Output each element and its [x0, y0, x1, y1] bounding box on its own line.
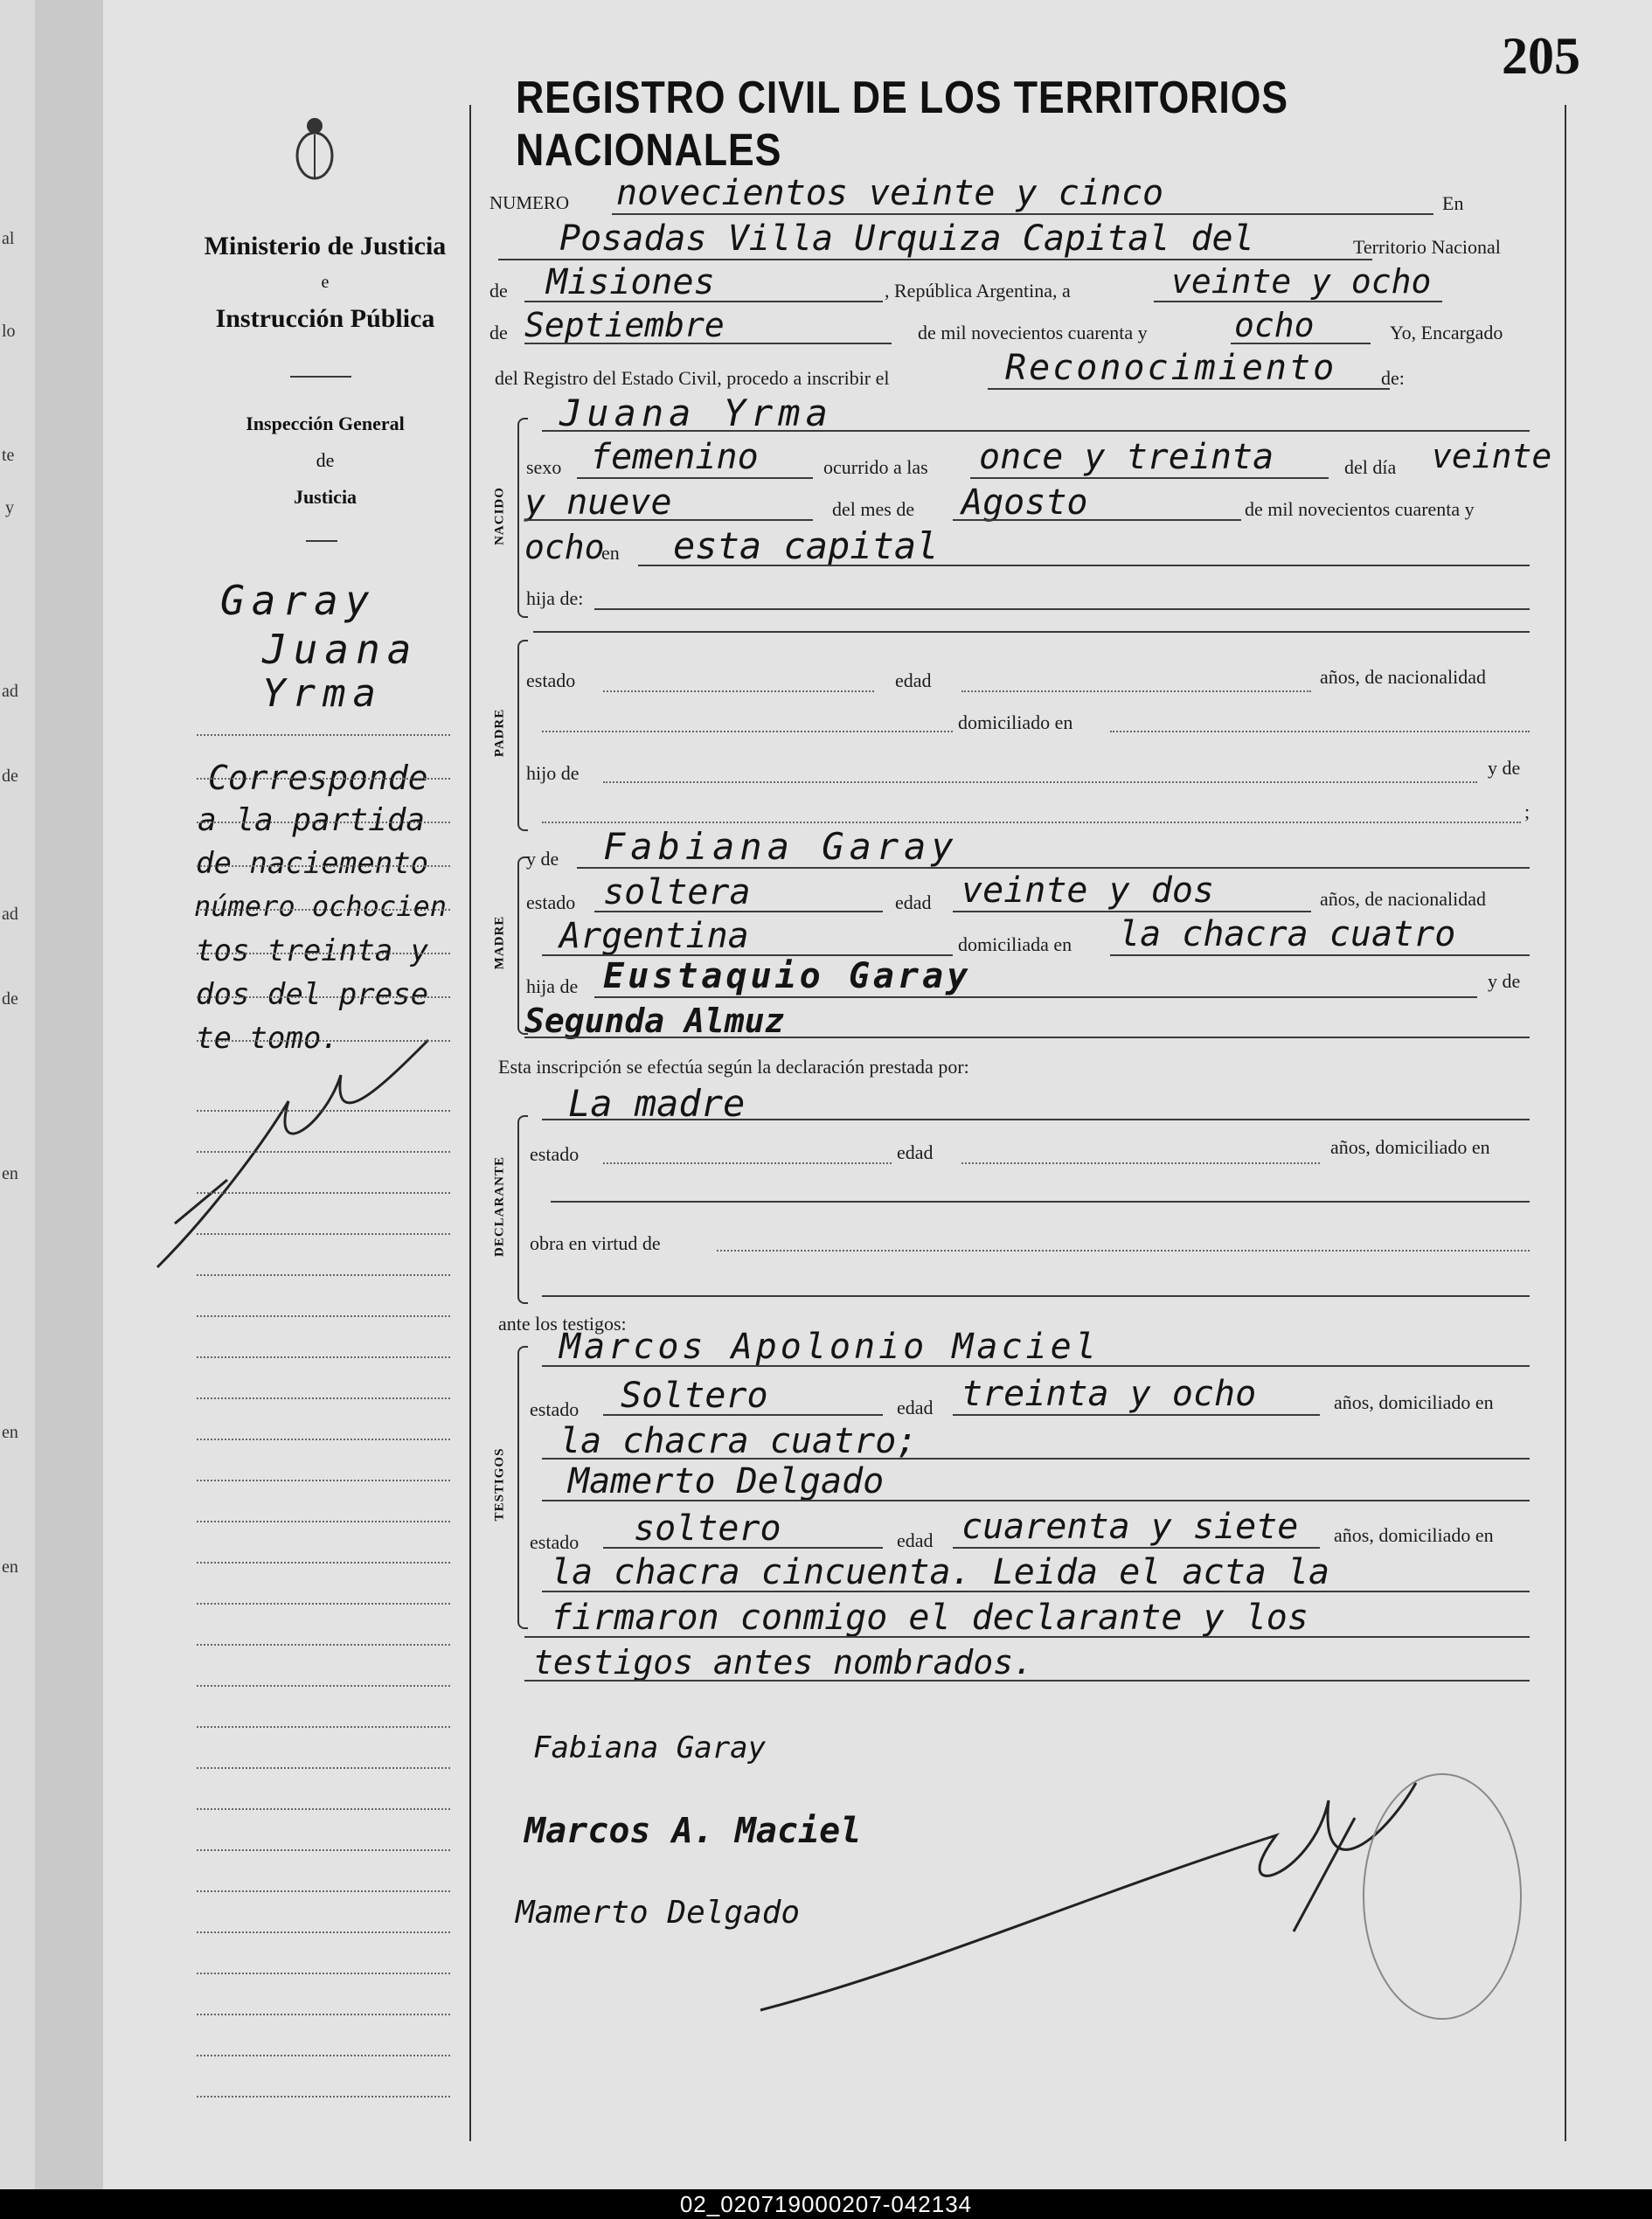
left-page-mark: en — [2, 1423, 18, 1442]
left-page-mark: de — [2, 989, 18, 1009]
fill-line — [533, 631, 1530, 633]
fill-line — [577, 867, 1530, 869]
fill-line — [603, 690, 874, 692]
margin-ruled-line — [197, 1480, 450, 1481]
margin-given-name-2: Yrma — [262, 671, 383, 716]
coat-of-arms-icon — [288, 114, 341, 192]
madre-y-de-label: y de — [526, 848, 559, 870]
fill-line — [542, 1591, 1530, 1592]
year-value: ocho — [1234, 306, 1315, 344]
fill-line — [1231, 343, 1371, 344]
fill-line — [542, 430, 1530, 432]
margin-ruled-line — [197, 996, 450, 998]
testigos-section-label: TESTIGOS — [492, 1447, 507, 1522]
declarante-edad-label: edad — [897, 1141, 934, 1163]
left-page-mark: en — [2, 1557, 18, 1577]
numero-value: novecientos veinte y cinco — [616, 173, 1164, 213]
margin-ruled-line — [197, 2055, 450, 2056]
margin-ruled-line — [197, 1890, 450, 1892]
fill-line — [542, 822, 1521, 823]
sexo-value: femenino — [590, 437, 759, 477]
padre-domiciliado-label: domiciliado en — [958, 711, 1073, 733]
fill-line — [612, 213, 1433, 215]
testigo-2-edad-value: cuarenta y siete — [961, 1507, 1299, 1547]
margin-ruled-line — [197, 1110, 450, 1112]
fill-line — [594, 996, 1477, 998]
nacido-section-label: NACIDO — [492, 487, 507, 545]
fill-line — [524, 519, 813, 521]
right-border — [1565, 105, 1566, 2141]
fill-line — [638, 565, 1530, 566]
fill-line — [551, 1201, 1530, 1203]
madre-hija-de-label: hija de — [526, 975, 579, 997]
margin-note-line: te tomo. — [196, 1021, 339, 1056]
de-label-2: de — [489, 322, 508, 343]
fill-line — [542, 1119, 1530, 1120]
testigo-1-domicilio: la chacra cuatro; — [559, 1421, 918, 1461]
fill-line — [717, 1250, 1530, 1252]
republica-label: , República Argentina, a — [885, 280, 1071, 302]
declarante-bracket — [517, 1115, 528, 1304]
inspection-line-3: Justicia — [293, 486, 357, 508]
testigo-1-anios-label: años, domiciliado en — [1334, 1391, 1494, 1413]
fill-line — [542, 1458, 1530, 1460]
padre-semicolon: ; — [1524, 801, 1531, 822]
registro-label: del Registro del Estado Civil, procedo a inscribir el — [495, 367, 890, 389]
fill-line — [1110, 731, 1530, 732]
fill-line — [953, 1547, 1320, 1549]
madre-madre-value: Segunda Almuz — [524, 1002, 785, 1040]
fill-line — [542, 731, 953, 732]
inspection-line-2: de — [316, 449, 335, 471]
madre-nacionalidad-value: Argentina — [559, 916, 749, 956]
fill-line — [953, 911, 1311, 912]
fill-line — [524, 301, 883, 302]
del-mes-label: del mes de — [832, 498, 915, 520]
declarante-section-label: DECLARANTE — [492, 1156, 507, 1258]
margin-ruled-line — [197, 1274, 450, 1276]
margin-ruled-line — [197, 1521, 450, 1522]
padre-anios-label: años, de nacionalidad — [1320, 666, 1486, 688]
testigo-2-name: Mamerto Delgado — [568, 1461, 885, 1501]
month-value: Septiembre — [524, 306, 725, 344]
margin-ruled-line — [197, 1233, 450, 1235]
left-page-mark: ad — [2, 682, 18, 701]
day-value: veinte y ocho — [1171, 262, 1432, 301]
margin-ruled-line — [197, 1040, 450, 1042]
margin-ruled-line — [197, 1767, 450, 1769]
testigo-2-edad-label: edad — [897, 1529, 934, 1551]
left-page-mark: de — [2, 766, 18, 786]
left-page-mark: y — [5, 498, 14, 517]
act-type: Reconocimiento — [1005, 348, 1337, 388]
declarante-name: La madre — [568, 1082, 746, 1125]
padre-y-de-label: y de — [1488, 757, 1521, 779]
official-signature-scribble — [752, 1765, 1538, 2028]
testigo-1-name: Marcos Apolonio Maciel — [559, 1327, 1100, 1367]
signature-madre: Fabiana Garay — [533, 1730, 767, 1765]
margin-ruled-line — [197, 1192, 450, 1194]
margin-ruled-line — [197, 1644, 450, 1646]
hija-de-label: hija de: — [526, 587, 584, 609]
left-page-mark: al — [2, 229, 15, 248]
lugar-value: esta capital — [673, 524, 939, 567]
fill-line — [603, 1414, 883, 1416]
fill-line — [1154, 301, 1442, 302]
margin-given-name-1: Juana — [262, 626, 419, 673]
declarante-intro: Esta inscripción se efectúa según la declaración prestada por: — [498, 1056, 969, 1078]
closing-line-1: la chacra cincuenta. Leida el acta la — [551, 1552, 1330, 1592]
sexo-label: sexo — [526, 456, 562, 478]
dia-value-1: veinte — [1432, 437, 1552, 475]
fill-line — [524, 343, 892, 344]
fill-line — [524, 1037, 1530, 1038]
fill-line — [594, 911, 883, 912]
year-label: de mil novecientos cuarenta y — [918, 322, 1148, 343]
testigo-1-edad-label: edad — [897, 1397, 934, 1418]
margin-ruled-line — [197, 1685, 450, 1687]
madre-section-label: MADRE — [492, 915, 507, 970]
margin-ruled-line — [197, 865, 450, 867]
margin-signature-scribble — [140, 1023, 489, 1285]
image-id-footer: 02_020719000207-042134 — [0, 2189, 1652, 2219]
fill-line — [542, 1500, 1530, 1501]
margin-surname: Garay — [220, 577, 377, 624]
left-page-mark: te — [2, 446, 15, 465]
margin-ruled-line — [197, 1808, 450, 1810]
ministry-line-1: Ministerio de Justicia — [204, 232, 447, 260]
fill-line — [524, 1680, 1530, 1682]
dia-value-2: y nueve — [524, 482, 672, 523]
ministry-conjunction: e — [321, 273, 330, 292]
testigo-2-estado-value: soltero — [634, 1508, 781, 1549]
margin-ruled-line — [197, 1849, 450, 1851]
fill-line — [953, 519, 1241, 521]
divider — [306, 540, 337, 542]
margin-ruled-line — [197, 953, 450, 954]
madre-y-de-2-label: y de — [1488, 970, 1521, 992]
testigo-1-estado-value: Soltero — [621, 1376, 768, 1416]
margin-ruled-line — [197, 1315, 450, 1317]
hora-value: once y treinta — [979, 437, 1274, 477]
fill-line — [961, 690, 1311, 692]
fill-line — [953, 1414, 1320, 1416]
padre-estado-label: estado — [526, 669, 576, 691]
fill-line — [961, 1162, 1320, 1164]
numero-label: NUMERO — [489, 192, 570, 213]
fill-line — [577, 477, 813, 479]
fill-line — [524, 1636, 1530, 1638]
divider — [290, 376, 351, 378]
left-page-mark: en — [2, 1164, 18, 1183]
testigos-intro: ante los testigos: — [498, 1313, 627, 1335]
margin-ruled-line — [197, 1973, 450, 1974]
del-dia-label: del día — [1344, 456, 1397, 478]
madre-estado-label: estado — [526, 891, 576, 913]
declarante-anios-label: años, domiciliado en — [1330, 1136, 1490, 1158]
margin-ruled-line — [197, 822, 450, 823]
testigo-2-estado-label: estado — [530, 1531, 580, 1553]
nacido-name: Juana Yrma — [559, 392, 833, 434]
de-label: de — [489, 280, 508, 302]
margin-note-line: número ochocien — [194, 890, 447, 923]
fill-line — [542, 1295, 1530, 1297]
testigo-2-anios-label: años, domiciliado en — [1334, 1524, 1494, 1546]
madre-domicilio-value: la chacra cuatro — [1119, 914, 1456, 954]
fill-line — [970, 477, 1329, 479]
madre-padre-value: Eustaquio Garay — [603, 956, 972, 996]
margin-note-line: dos del prese — [196, 977, 429, 1012]
margin-note-line: Corresponde — [208, 759, 428, 797]
fill-line — [542, 1365, 1530, 1367]
margin-ruled-line — [197, 1439, 450, 1440]
margin-ruled-line — [197, 1562, 450, 1564]
signature-testigo-1: Marcos A. Maciel — [524, 1811, 862, 1851]
padre-section-label: PADRE — [492, 708, 507, 758]
declarante-obra-label: obra en virtud de — [530, 1232, 661, 1254]
place-value: Posadas Villa Urquiza Capital del — [559, 218, 1254, 259]
document-title: REGISTRO CIVIL DE LOS TERRITORIOS NACIONALES — [516, 73, 1288, 176]
margin-ruled-line — [197, 1151, 450, 1153]
left-page-mark: lo — [2, 322, 16, 341]
margin-ruled-line — [197, 1931, 450, 1933]
fill-line — [1110, 954, 1530, 956]
madre-edad-value: veinte y dos — [961, 870, 1214, 911]
margin-ruled-line — [197, 1397, 450, 1399]
fill-line — [603, 1162, 892, 1164]
ocurrido-label: ocurrido a las — [823, 456, 928, 478]
madre-estado-value: soltera — [603, 872, 751, 912]
closing-line-3: testigos antes nombrados. — [533, 1643, 1033, 1682]
madre-name: Fabiana Garay — [603, 825, 959, 868]
padre-hijo-de-label: hijo de — [526, 762, 580, 784]
declarante-estado-label: estado — [530, 1143, 580, 1165]
margin-note-line: de naciemento — [196, 846, 429, 881]
territorio-label: Territorio Nacional — [1353, 236, 1501, 258]
fill-line — [603, 1547, 883, 1549]
margin-ruled-line — [197, 1603, 450, 1605]
anio-value: ocho — [524, 528, 605, 566]
en-label: En — [1442, 192, 1464, 214]
fill-line — [594, 608, 1530, 610]
left-page-mark: ad — [2, 905, 18, 924]
margin-note-line: a la partida — [198, 802, 426, 838]
testigo-1-estado-label: estado — [530, 1398, 580, 1420]
margin-ruled-line — [197, 1726, 450, 1728]
signature-testigo-2: Mamerto Delgado — [516, 1895, 801, 1931]
anio-label: de mil novecientos cuarenta y — [1245, 498, 1475, 520]
inspection-line-1: Inspección General — [246, 413, 405, 434]
margin-ruled-line — [197, 734, 450, 736]
margin-note-line: tos treinta y — [196, 933, 429, 968]
padre-edad-label: edad — [895, 669, 932, 691]
madre-edad-label: edad — [895, 891, 932, 913]
margin-ruled-line — [197, 909, 450, 911]
padre-bracket — [517, 640, 528, 831]
fill-line — [988, 388, 1390, 390]
page-number: 205 — [1502, 27, 1580, 85]
madre-domiciliada-label: domiciliada en — [958, 933, 1072, 955]
fill-line — [603, 781, 1477, 783]
ministry-line-2: Instrucción Pública — [215, 304, 435, 333]
margin-ruled-line — [197, 2014, 450, 2015]
fill-line — [498, 259, 1372, 260]
testigos-bracket — [517, 1346, 528, 1629]
margin-ruled-line — [197, 1356, 450, 1358]
margin-ruled-line — [197, 778, 450, 780]
en-lugar-label: en — [601, 542, 620, 564]
testigo-1-edad-value: treinta y ocho — [961, 1374, 1257, 1414]
territory-value: Misiones — [546, 262, 715, 302]
margin-ruled-line — [197, 2096, 450, 2098]
page-edge — [35, 0, 105, 2189]
mes-value: Agosto — [961, 482, 1088, 523]
encargado-label: Yo, Encargado — [1390, 322, 1503, 343]
madre-anios-label: años, de nacionalidad — [1320, 888, 1486, 910]
closing-line-2: firmaron conmigo el declarante y los — [551, 1598, 1308, 1638]
act-suffix: de: — [1381, 367, 1405, 389]
